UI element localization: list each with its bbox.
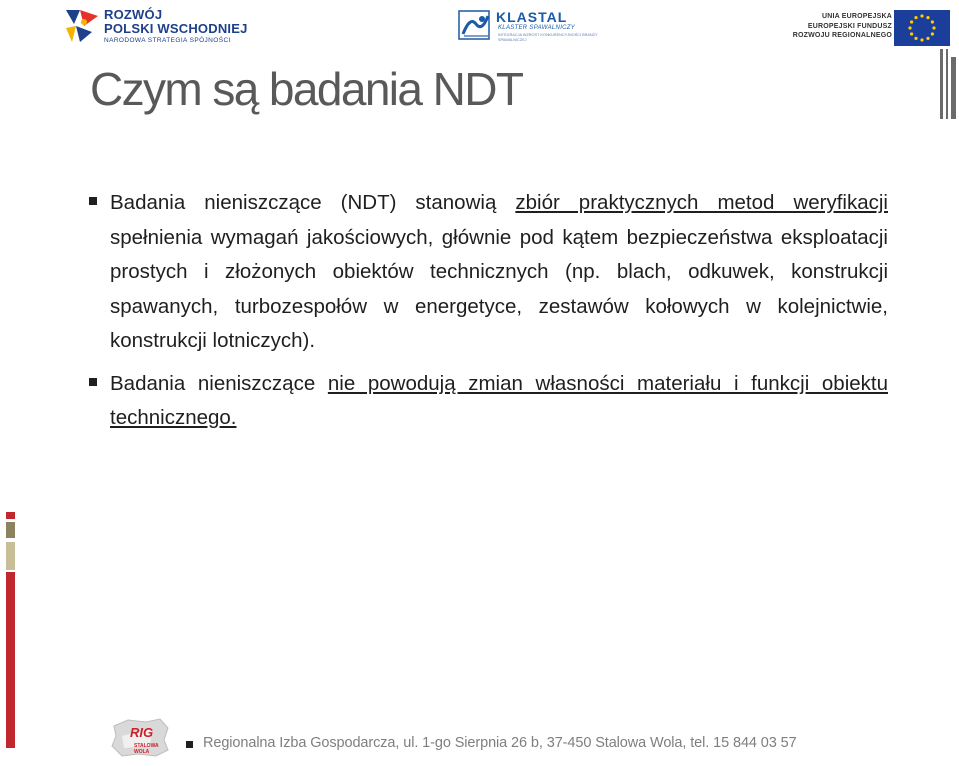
bullet-item (88, 186, 888, 359)
klastal-name: KLASTAL (496, 9, 568, 25)
slide-content (88, 186, 888, 436)
rpw-line1: ROZWÓJ (104, 7, 163, 22)
left-accent-bars (6, 510, 16, 750)
rpw-line2: POLSKI WSCHODNIEJ (104, 21, 248, 36)
klastal-emblem-icon (458, 8, 494, 42)
slide-title: Czym są badania NDT (90, 63, 523, 115)
rig-logo-text: RIG (130, 725, 154, 740)
rpw-emblem-icon (62, 6, 102, 46)
eu-logo (792, 10, 954, 46)
eu-flag-icon (894, 10, 950, 46)
rozwoj-polski-wschodniej-logo (62, 6, 252, 46)
edge-decoration (940, 49, 959, 119)
eu-line3: ROZWOJU REGIONALNEGO (792, 32, 892, 39)
bullet-square-icon (89, 197, 97, 205)
footer-address: Regionalna Izba Gospodarcza, ul. 1-go Sierpnia 26 b, 37-450 Stalowa Wola, tel. 15 844 03 57 (203, 735, 797, 751)
klastal-subtitle: KLASTER SPAWALNICZY (498, 25, 576, 31)
footer-square-icon (186, 741, 193, 748)
rig-logo-sub: STALOWA WOLA (134, 743, 159, 755)
bullet1-text-start: Badania nieniszczące (NDT) stanowią (110, 191, 516, 214)
bullet-item (88, 367, 888, 436)
eu-line2: EUROPEJSKI FUNDUSZ (807, 23, 892, 30)
bullet-square-icon (89, 378, 97, 386)
klastal-logo (458, 8, 598, 46)
eu-line1: UNIA EUROPEJSKA (821, 13, 892, 20)
bullet2-underlined: nie powodują zmian własności materiału i funkcji obiektu technicznego. (110, 371, 888, 429)
bullet2-text-start: Badania nieniszczące (110, 371, 328, 395)
rpw-line3: NARODOWA STRATEGIA SPÓJNOŚCI (104, 37, 231, 44)
bullet1-text-end: spełnienia wymagań jakościowych, głównie pod kątem bezpieczeństwa eksploatacji prostych i złożonych obiektów technicznych (np. blach, odkuwek, konstrukcji spawanych, turbozespołów w energetyce, zestawów kołowych w kolejnictwie, konstrukcji lotniczych). (110, 225, 888, 352)
rig-logo (108, 716, 172, 758)
bullet1-underlined: zbiór praktycznych metod weryfikacji (515, 191, 888, 214)
header-logos (0, 0, 959, 52)
klastal-tagline: INTEGRACJA WZROST KONKURENCYJNOŚCI BRANŻY SPAWALNICZEJ (498, 33, 598, 42)
